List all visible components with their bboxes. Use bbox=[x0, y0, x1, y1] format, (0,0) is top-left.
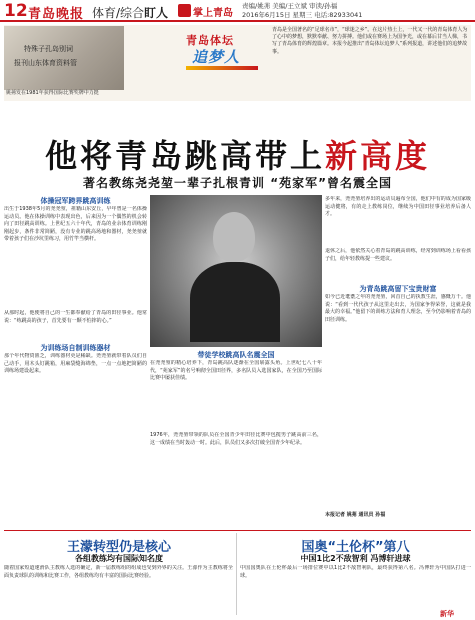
section-heading-2: 为训练场自制训练器材 bbox=[40, 344, 111, 352]
column-logo-line1: 青岛体坛 bbox=[186, 34, 234, 47]
archive-photo-caption: 姚茀发在1981年获得国际比赛奖牌中力挺 bbox=[6, 90, 99, 96]
column-logo-line2: 追梦人 bbox=[192, 48, 241, 66]
section-heading-3: 为青岛跳高留下宝贵财富 bbox=[359, 285, 437, 293]
bottom-right-subheadline: 中国1比2不敌智利 冯博轩进球 bbox=[300, 554, 411, 563]
bottom-column-divider bbox=[236, 533, 237, 615]
footer-mark: 新华 bbox=[440, 610, 454, 618]
bottom-divider bbox=[4, 530, 471, 531]
headline-highlight: 新高度 bbox=[325, 137, 431, 175]
archive-photo bbox=[4, 26, 124, 90]
bottom-right-headline: 国奥“土伦杯”第八 bbox=[301, 540, 410, 555]
section-heading-1: 体操冠军跨界跳高训练 bbox=[40, 197, 111, 205]
section-heading-photo: 带徒学校跳高队名震全国 bbox=[197, 351, 275, 359]
photo-overlay-text-1: 特殊子孔岛别词 bbox=[24, 45, 73, 53]
column-intro: 青岛是全国著名的“足球名市”，“球迷之乡”。在这片热土上，一代又一代的青岛体育人为了心中的梦想，默默奉献、努力拼搏。他们或在赛场上为国争光，或在幕后甘当人梯，书写了青岛体育的辉煌篇章。本报今起推出“青岛体坛追梦人”系列报道，讲述他们的追梦故事。 bbox=[272, 27, 468, 55]
sub-headline: 著名教练尧尧堃一辈子扎根青训 “苑家军”曾名震全国 bbox=[83, 176, 392, 190]
article-paragraph: 退休之后，他依然关心着青岛的跳高训练，经常到训练场上看看孩子们，给年轻教练提一些建议。 bbox=[325, 248, 471, 262]
column-logo bbox=[186, 32, 264, 82]
app-icon bbox=[178, 4, 191, 17]
article-paragraph: 多年来，尧尧堃培养出的运动员遍布全国，他们中有的成为国家级运动健将，有的走上教练岗位，继续为中国田径事业培养后备人才。 bbox=[325, 196, 471, 217]
article-paragraph: 1976年，尧尧堃带领的队员在全国青少年田径比赛中包揽男子跳高前三名，这一成绩在当时轰动一时。此后，队员们又多次打破全国青少年纪录。 bbox=[150, 432, 322, 446]
bottom-left-subheadline: 各组教练均有国际知名度 bbox=[75, 554, 163, 563]
article-paragraph: 在尧尧堃的精心培养下，青岛跳高队逐渐在全国崭露头角。上世纪七八十年代，“苑家军”的名号响彻全国田径界，多名队员入选国家队，在全国乃至国际比赛中屡获佳绩。 bbox=[150, 360, 322, 381]
section-column-title: 盯人 bbox=[144, 6, 169, 20]
article-paragraph: 从那时起，他便将自己的一生都奉献给了青岛的田径事业。他常说：“练跳高的孩子，首先要有一颗不怕摔的心。” bbox=[4, 310, 147, 324]
bottom-left-body: 随着国家短道速滑队主教练人选的确定，新一届教练组的组成也受到外界的关注。王濛作为主教练将全面负责球队的训练和比赛工作，各组教练均有丰富的国际比赛经验。 bbox=[4, 565, 233, 579]
newspaper-logo: 青岛晚报 bbox=[28, 7, 85, 22]
portrait-head bbox=[213, 212, 255, 262]
app-label: 掌上青岛 bbox=[193, 8, 233, 19]
logo-underline bbox=[186, 66, 258, 70]
portrait-body bbox=[190, 262, 280, 342]
article-paragraph: 那个年代物资匮乏，训练器材更是稀缺。尧尧堃就带着队员们自己动手，用木头钉跳箱，用麻袋缝海绵垫，一点一点地把简陋的训练场建设起来。 bbox=[4, 353, 147, 374]
photo-overlay-text-2: 报刊山东体育资料管 bbox=[14, 59, 77, 67]
section-label: 体育/综合盯人 bbox=[92, 6, 169, 20]
bottom-right-body: 中国国奥队在土伦杯最后一场排位赛中以1比2不敌智利队，最终获得第八名。冯博轩为中国队打进一球。 bbox=[240, 565, 471, 579]
article-paragraph: 出生于1938年5月的尧尧堃，祖籍山东安丘，早年曾是一名体操运动员。他在体操训练中表现出色，后来因为一个偶然的机会转向了田径跳高训练。上世纪五六十年代，青岛的业余体育训练刚刚起步，条件非常简陋，没有专业的跳高场地和器材，尧尧堃就带着孩子们在沙坑里练习，用竹竿当横杆。 bbox=[4, 206, 147, 242]
main-headline: 他将青岛跳高带上新高度 bbox=[44, 137, 431, 175]
article-paragraph: 如今已近耄耋之年的尧尧堃，回首自己的执教生涯，感慨万千。他说：“看到一代代孩子从这里走出去，为国家争得荣誉，这就是我最大的幸福。”他留下的训练方法和育人理念，至今仍影响着青岛的田径训练。 bbox=[325, 294, 471, 323]
bottom-left-headline: 王濛转型仍是核心 bbox=[66, 540, 171, 555]
byline: 本报记者 姚茀 通讯员 孙福 bbox=[325, 512, 386, 518]
page-number: 12 bbox=[4, 1, 28, 21]
header-meta: 责编/姚茀 美编/王立斌 审读/孙福 2016年6月15日 星期三 电话:82933041 bbox=[242, 2, 363, 19]
